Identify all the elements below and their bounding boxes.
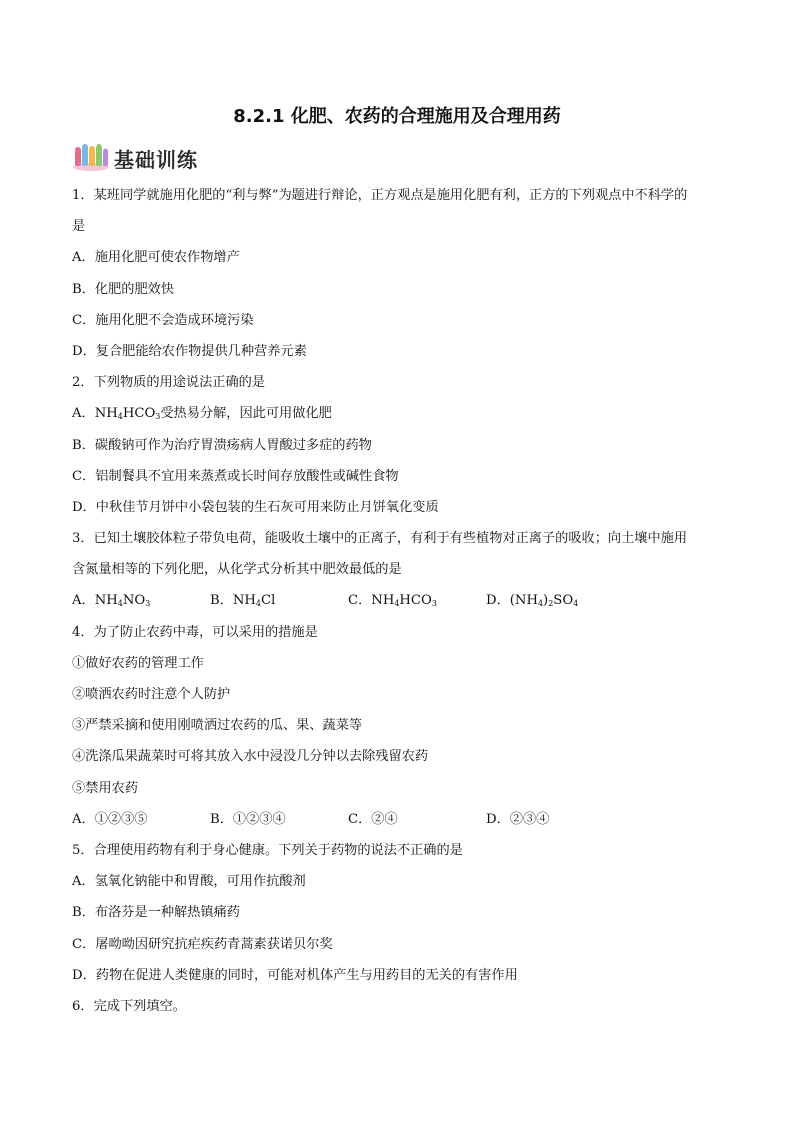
question-5-option-a: A．氢氧化钠能中和胃酸，可用作抗酸剂	[72, 874, 306, 890]
question-2-option-b: B．碳酸钠可作为治疗胃溃疡病人胃酸过多症的药物	[72, 437, 372, 453]
question-4-option-a: A．①②③⑤	[72, 811, 148, 827]
section-label: 基础训练	[114, 147, 198, 172]
question-2-option-d: D．中秋佳节月饼中小袋包装的生石灰可用来防止月饼氧化变质	[72, 499, 439, 515]
question-4-options	[72, 804, 732, 835]
section-header	[72, 140, 198, 176]
question-4-option-c: C．②④	[348, 811, 398, 827]
question-1-option-d: D．复合肥能给农作物提供几种营养元素	[72, 343, 307, 359]
question-4-item-5: ⑤禁用农药	[72, 780, 138, 796]
question-3-options	[72, 585, 732, 616]
question-3-option-a: A．$NH_4NO_3$	[72, 593, 151, 609]
question-2-option-a: A．$NH_4HCO_3$受热易分解，因此可用做化肥	[72, 406, 332, 422]
question-1-stem-line-2: 是	[72, 219, 86, 235]
question-4-item-3: ③严禁采摘和使用刚喷洒过农药的瓜、果、蔬菜等	[72, 718, 363, 734]
question-5-stem: 5．合理使用药物有利于身心健康。下列关于药物的说法不正确的是	[72, 842, 463, 858]
question-1-stem-line-1: 1．某班同学就施用化肥的“利与弊”为题进行辩论，正方观点是施用化肥有利，正方的下列观点中不科学的	[72, 188, 688, 203]
question-4-option-b: B．①②③④	[210, 811, 286, 827]
question-3-option-b: B．$NH_4Cl$	[210, 593, 276, 609]
question-5-option-b: B．布洛芬是一种解热镇痛药	[72, 905, 240, 921]
question-3-option-d: D．$(NH_4)_2SO_4$	[486, 593, 579, 609]
question-2-option-c: C．铝制餐具不宜用来蒸煮或长时间存放酸性或碱性食物	[72, 468, 399, 484]
question-3-option-c: C．$NH_4HCO_3$	[348, 593, 437, 609]
question-2-stem: 2．下列物质的用途说法正确的是	[72, 375, 266, 391]
question-4-stem: 4．为了防止农药中毒，可以采用的措施是	[72, 624, 318, 640]
question-1-option-c: C．施用化肥不会造成环境污染	[72, 312, 254, 328]
question-1-option-a: A．施用化肥可使农作物增产	[72, 250, 240, 266]
colored-pencils-icon	[72, 144, 110, 172]
question-4-item-4: ④洗涤瓜果蔬菜时可将其放入水中浸没几分钟以去除残留农药	[72, 749, 429, 765]
question-3-stem-line-1: 3．已知土壤胶体粒子带负电荷，能吸收土壤中的正离子，有利于有些植物对正离子的吸收；向土壤中施用	[72, 531, 688, 547]
question-1-option-b: B．化肥的肥效快	[72, 281, 175, 297]
question-6-stem: 6．完成下列填空。	[72, 998, 186, 1014]
question-5-option-c: C．屠呦呦因研究抗疟疾药青蒿素获诺贝尔奖	[72, 936, 333, 952]
question-4-item-1: ①做好农药的管理工作	[72, 655, 204, 671]
page-title: 8.2.1 化肥、农药的合理施用及合理用药	[233, 106, 561, 127]
question-3-stem-line-2: 含氮量相等的下列化肥，从化学式分析其中肥效最低的是	[72, 562, 402, 578]
question-4-option-d: D．②③④	[486, 811, 550, 827]
question-5-option-d: D．药物在促进人类健康的同时，可能对机体产生与用药目的无关的有害作用	[72, 967, 518, 983]
questions-content	[72, 180, 732, 1022]
question-4-item-2: ②喷洒农药时注意个人防护	[72, 687, 231, 702]
